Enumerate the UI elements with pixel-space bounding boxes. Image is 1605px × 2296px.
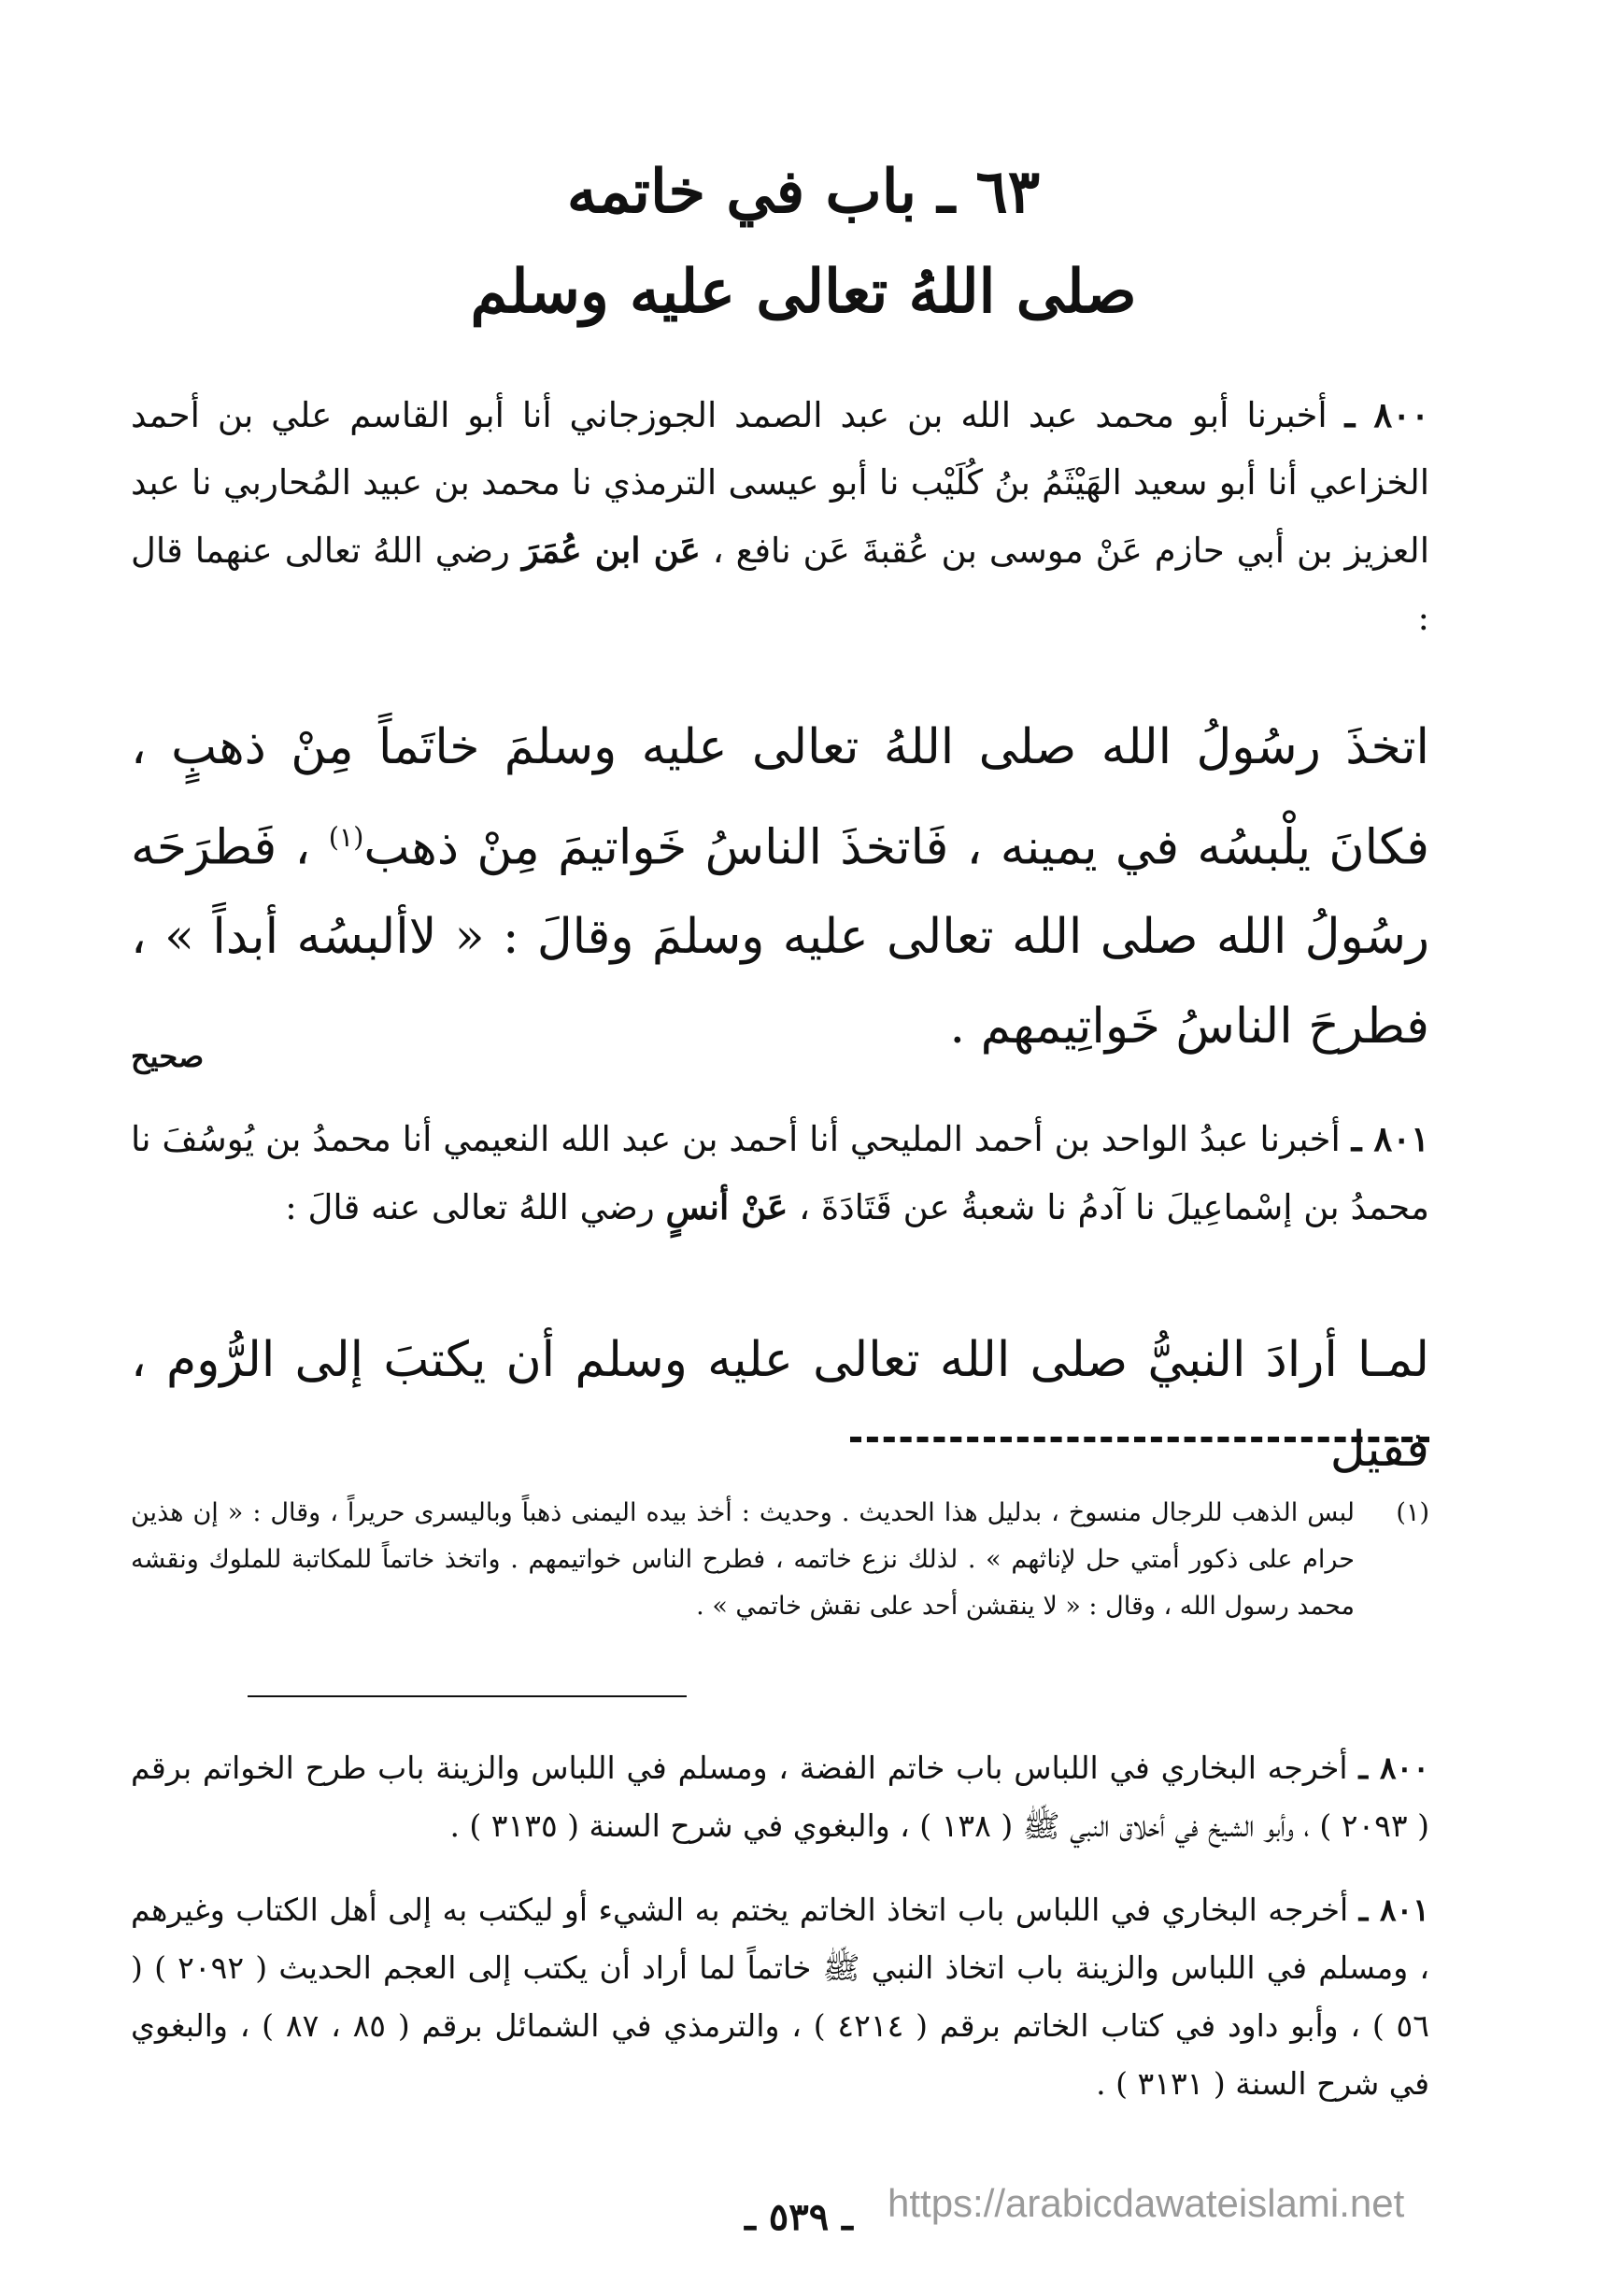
takhrij-800-number: ٨٠٠ ـ [1358,1750,1429,1786]
hadith-801-narrator: عَنْ أنسٍ [665,1186,788,1227]
hadith-801-isnad-part2: رضي اللهُ تعالى عنه قالَ : [285,1187,666,1227]
footnote-text: لبس الذهب للرجال منسوخ ، بدليل هذا الحديث . وحديث : أخذ بيده اليمنى ذهباً وباليسرى حريراً ، وقال : « إن هذين حرام على ذكور أمتي حل لإناثهم » . لذلك نزع خاتمه ، فطرح الناس خواتيمهم . واتخذ خاتماً للمكاتبة للملوك ونقشه محمد رسول الله ، وقال : « لا ينقشن أحد على نقش خاتمي » . [131,1498,1355,1621]
hadith-800-matn [131,702,1429,1071]
takhrij-801 [131,1881,1429,2113]
hadith-800-grade: صحيح [131,1039,205,1074]
hadith-801-isnad-part1: أخبرنا عبدُ الواحد بن أحمد المليحي أنا أحمد بن عبد الله النعيمي أنا محمدُ بن يُوسُفَ نا محمدُ بن إسْماعِيلَ نا آدمُ نا شعبةُ عن قَتَادَةَ ، [131,1119,1429,1227]
footnote-reference: (١) [328,821,364,853]
continuation-dashes [850,1437,1429,1442]
hadith-800-matn-part1: اتخذَ رسُولُ الله صلى اللهُ تعالى عليه وسلمَ خاتَماً مِنْ ذهبٍ ، فكانَ يلْبسُه في يمينه ، فَاتخذَ الناسُ خَواتيمَ مِنْ ذهب [131,719,1430,876]
chapter-subtitle: صلى اللهُ تعالى عليه وسلم [470,257,1137,327]
chapter-title: ٦٣ ـ باب في خاتمه [566,157,1041,227]
takhrij-800-text: أخرجه البخاري في اللباس باب خاتم الفضة ، ومسلم في اللباس والزينة باب طرح الخواتم برقم ( ٢٠٩٣ ) ، وأبو الشيخ في أخلاق النبي ﷺ ( ١٣٨ ) ، والبغوي في شرح السنة ( ٣١٣٥ ) . [131,1750,1429,1844]
footnote-mark: (١) [1396,1498,1429,1527]
hadith-800-isnad-part2: رضي اللهُ تعالى عنهما قال : [131,531,1429,638]
footnote-divider [248,1695,687,1697]
hadith-800-matn-part2: ، فَطرَحَه رسُولُ الله صلى الله تعالى عليه وسلمَ وقالَ : « لاألبسُه أبداً » ، فطرحَ الناسُ خَواتِيمهم . [131,819,1429,1056]
takhrij-801-text: أخرجه البخاري في اللباس باب اتخاذ الخاتم يختم به الشيء أو ليكتب به إلى أهل الكتاب وغيرهم ، ومسلم في اللباس والزينة باب اتخاذ النبي ﷺ خاتماً لما أراد أن يكتب إلى العجم الحديث ( ٢٠٩٢ ) ( ٥٦ ) ، وأبو داود في كتاب الخاتم برقم ( ٤٢١٤ ) ، والترمذي في الشمائل برقم ( ٨٥ ، ٨٧ ) ، والبغوي في شرح السنة ( ٣١٣١ ) . [131,1892,1429,2102]
hadith-800-number: ٨٠٠ ـ [1344,394,1429,435]
hadith-800-isnad [131,381,1429,652]
watermark-url: https://arabicdawateislami.net [888,2181,1405,2225]
hadith-801-isnad [131,1105,1429,1241]
hadith-800-narrator: عَن ابن عُمَرَ [521,530,701,571]
page-number: ـ ٥٣٩ ـ [745,2195,853,2239]
hadith-801-matn: لمـا أرادَ النبيُّ صلى الله تعالى عليه وسلم أن يكتبَ إلى الرُّوم ، فقيل [131,1332,1429,1478]
hadith-800-isnad-part1: أخبرنا أبو محمد عبد الله بن عبد الصمد الجوزجاني أنا أبو القاسم علي بن أحمد الخزاعي أنا أبو سعيد الهَيْثَمُ بنُ كُلَيْب نا أبو عيسى الترمذي نا محمد بن عبيد المُحاربي نا عبد العزيز بن أبي حازم عَنْ موسى بن عُقبةَ عَن نافع ، [131,395,1429,571]
takhrij-800 [131,1739,1429,1855]
hadith-801-number: ٨٠١ ـ [1351,1118,1429,1159]
takhrij-801-number: ٨٠١ ـ [1358,1892,1429,1928]
